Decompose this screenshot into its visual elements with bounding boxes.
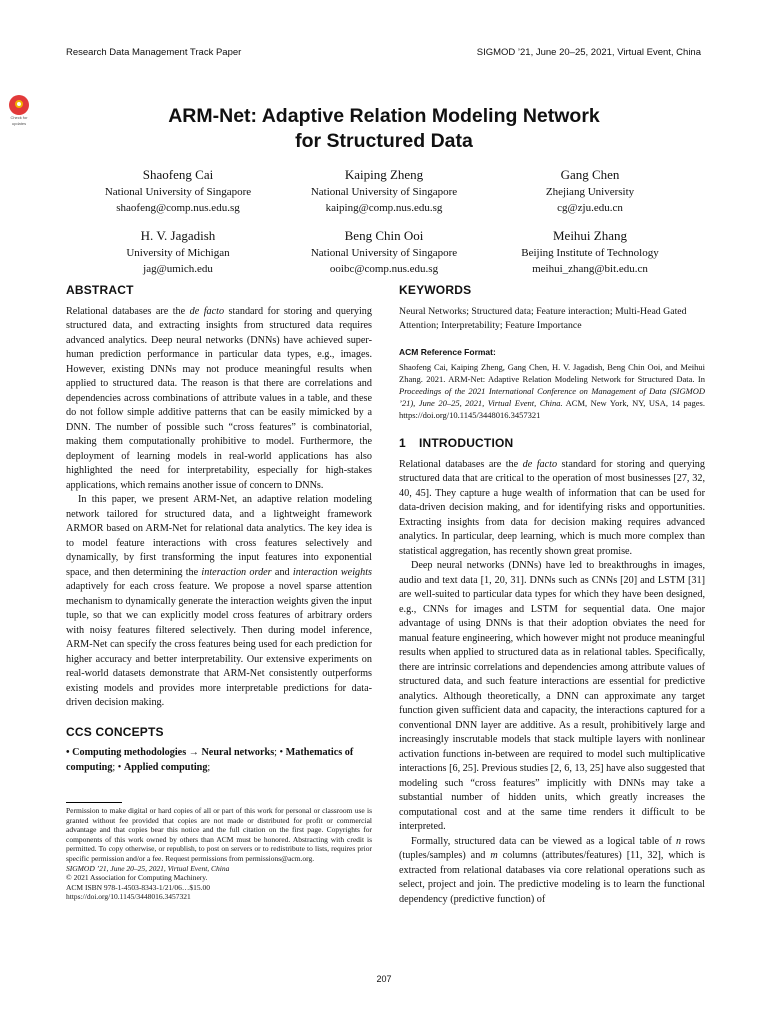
title-line-1: ARM-Net: Adaptive Relation Modeling Network [168, 105, 600, 127]
page-number: 207 [376, 974, 392, 984]
author-affiliation: National University of Singapore [104, 186, 252, 198]
permission-doi-link[interactable]: https://doi.org/10.1145/3448016.3457321 [66, 892, 191, 902]
header-track: Research Data Management Track Paper [66, 47, 242, 58]
text-run: Formally, structured data can be viewed as a logical table of [411, 835, 676, 847]
abstract-heading: ABSTRACT [66, 283, 134, 297]
author-affiliation: National University of Singapore [310, 186, 458, 198]
text-run: ; [207, 761, 211, 773]
abstract-paragraph-2 [66, 493, 372, 711]
running-header [66, 47, 701, 61]
text-run: and [271, 566, 293, 578]
author-block [68, 166, 288, 216]
permission-notice: Permission to make digital or hard copies of all or part of this work for personal or classroom use is granted without fee provided that copies are not made or distributed for profit or commercial advantage and that copies bear this notice and the full citation on the first page. Copyrights for components of this work owned by others than ACM must be honored. Abstracting with credit is permitted. To copy otherwise, or republish, to post on servers or to redistribute to lists, requires prior specific permission and/or a fee. Request permissions from permissions@acm.org. [66, 806, 372, 863]
author-email: jag@umich.edu [143, 262, 213, 275]
author-name: Beng Chin Ooi [344, 228, 424, 243]
author-block [480, 166, 700, 216]
text-run: columns (attributes/features) [11, 32], which is extracted from relational databases via core relational operations such as select, project and join. The predictive modeling is to learn the functional dependency (predictive function) of [399, 850, 705, 905]
author-affiliation: Beijing Institute of Technology [521, 247, 659, 259]
author-block [274, 166, 494, 216]
author-name: Gang Chen [560, 167, 620, 182]
intro-paragraph-3 [399, 835, 705, 908]
text-run: standard for storing and querying structured data that are critical to the operation of most businesses [27, 32, 40, 45]. They capture a huge wealth of information that can be used for data-driven decision making, and for identifying risks and opportunities. Extracting insights from data for decision making requires advanced analytics. In particular, deep learning, which is much more complex than statistical aggregation, has recently shown great promise. [399, 458, 705, 557]
author-email: shaofeng@comp.nus.edu.sg [116, 201, 240, 214]
author-name: Shaofeng Cai [142, 167, 214, 182]
left-column [66, 283, 372, 775]
permission-isbn: ACM ISBN 978-1-4503-8343-1/21/06…$15.00 [66, 882, 210, 892]
author-block [68, 227, 288, 277]
text-run: ; • [112, 761, 124, 773]
author-affiliation: Zhejiang University [545, 186, 635, 198]
author-name: H. V. Jagadish [140, 228, 216, 243]
author-affiliation: University of Michigan [126, 247, 230, 259]
badge-line-2: updates [11, 120, 27, 126]
section-title: INTRODUCTION [419, 436, 514, 450]
text-run: ; • [274, 747, 286, 758]
text-run: ACM, New York, NY, USA, 14 pages. https://doi.org/10.1145/3448016.3457321 [399, 398, 705, 420]
intro-paragraph-2: Deep neural networks (DNNs) have led to breakthroughs in images, audio and text data [1, 20, 31]. DNNs such as CNNs [20] and LSTM [31] are well-suited to particular data types for which they have been designed, e.g., CNNs for images and LSTM for sequential data. One major advantage of using DNNs is that their adoption obviates the need for manual feature engineering, which however might not produce meaningful results when applied to structured data as in relational tables. Specifically, there are intrinsic correlations and dependencies among attribute values of structured data, and such feature interactions are essential for predictive analytics. Although theoretically, a DNN can approximate any target function given sufficient data and capacity, the interactions captured for a conventional DNN layer are additive. As a result, prohibitively large and increasingly inscrutable models that stack multiple layers with nonlinear activation functions in-between are required to model such multiplicative interactions [6, 25]. Previous studies [2, 6, 13, 25] have also suggested that modeling such “cross features” implicitly with DNNs may take a substantial number of hidden units, which greatly increases the computational cost and at the same time renders it difficult to be interpreted. [399, 560, 705, 832]
introduction-heading [399, 436, 705, 451]
footnote-rule [66, 802, 122, 803]
author-affiliation: National University of Singapore [310, 247, 458, 259]
ccs-term: Applied computing [123, 761, 208, 773]
ccs-term: Mathematics of computing [66, 747, 354, 773]
section-number: 1 [399, 436, 406, 450]
text-run: Relational databases are the [66, 305, 190, 317]
emphasis: de facto [189, 305, 225, 317]
emphasis: m [490, 850, 498, 861]
text-run: Relational databases are the [399, 458, 523, 470]
author-name: Kaiping Zheng [344, 167, 424, 182]
permission-copyright: © 2021 Association for Computing Machinery. [66, 873, 208, 883]
emphasis: de facto [522, 458, 558, 470]
ccs-heading: CCS CONCEPTS [66, 724, 164, 739]
emphasis: Proceedings of the 2021 International Conference on Management of Data (SIGMOD ’21), June 20–25, 2021, Virtual Event, China. [399, 386, 705, 408]
paper-title [0, 104, 768, 154]
ccs-term: • Computing methodologies → Neural networks [66, 747, 275, 758]
acm-reference-text [399, 361, 705, 421]
emphasis: interaction order [201, 566, 272, 578]
keywords-heading: KEYWORDS [399, 283, 472, 297]
author-email: kaiping@comp.nus.edu.sg [325, 201, 443, 214]
title-line-2: for Structured Data [295, 130, 473, 152]
author-email: cg@zju.edu.cn [557, 201, 623, 214]
ccs-concepts [66, 746, 372, 775]
header-venue: SIGMOD ’21, June 20–25, 2021, Virtual Event, China [476, 47, 701, 58]
text-run: In this paper, we present ARM-Net, an adaptive relation modeling network tailored for structured data, and a lightweight framework ARMOR based on ARM-Net for relational data analytics. The key idea is to model feature interactions with cross features selectively and dynamically, by first transforming the input features into exponential space, and then determining the [66, 494, 372, 578]
acm-reference-heading: ACM Reference Format: [399, 346, 496, 357]
text-run: standard for storing and querying structured data, and extracting insights from structured data requires advanced analytics. Deep neural networks (DNNs) have achieved super-human prediction performance in particular data types, e.g., images. However, existing DNNs may not produce meaningful results when applied to structured data. The reason is that there are correlations and dependencies across combinations of attribute values in a table, and these do not follow simple additive patterns that can be easily mimicked by a DNN. The number of possible such “cross features” is combinatorial, making them computationally prohibitive to model. Furthermore, the deployment of learning models in real-world applications has also highlighted the need for interpretability, especially for high-stakes applications, which remains another issue of concern to DNNs. [66, 305, 372, 491]
keywords-text: Neural Networks; Structured data; Feature interaction; Multi-Head Gated Attention; Interpretability; Feature Importance [399, 305, 687, 331]
author-email: meihui_zhang@bit.edu.cn [532, 262, 648, 275]
abstract-paragraph-1 [66, 305, 372, 494]
author-email: ooibc@comp.nus.edu.sg [329, 262, 439, 275]
text-run: Shaofeng Cai, Kaiping Zheng, Gang Chen, H. V. Jagadish, Beng Chin Ooi, and Meihui Zhang. 2021. ARM-Net: Adaptive Relation Modeling Network for Structured Data. In [399, 362, 705, 384]
author-name: Meihui Zhang [552, 228, 627, 243]
author-block [480, 227, 700, 277]
text-run: rows (tuples/samples) and [399, 835, 706, 861]
badge-line-1: Check for [10, 115, 28, 120]
intro-paragraph-1 [399, 458, 705, 560]
emphasis: n [675, 835, 682, 847]
permission-block [66, 806, 372, 902]
permission-venue: SIGMOD ’21, June 20–25, 2021, Virtual Event, China [66, 863, 230, 873]
emphasis: interaction weights [292, 566, 373, 578]
text-run: adaptively for each cross feature. We propose a novel sparse attention mechanism to dynamically generate the interaction weights given the input tuple, so that we can explicitly model cross features of arbitrary orders with noisy features filtered selectively. Then during model inference, ARM-Net can specify the cross features being used for each prediction for higher accuracy and better interpretability. Our extensive experiments on real-world datasets demonstrate that ARM-Net consistently outperforms existing models and provides more interpretable predictions for data-driven decision making. [66, 581, 372, 708]
author-block [274, 227, 494, 277]
right-column [399, 283, 705, 907]
